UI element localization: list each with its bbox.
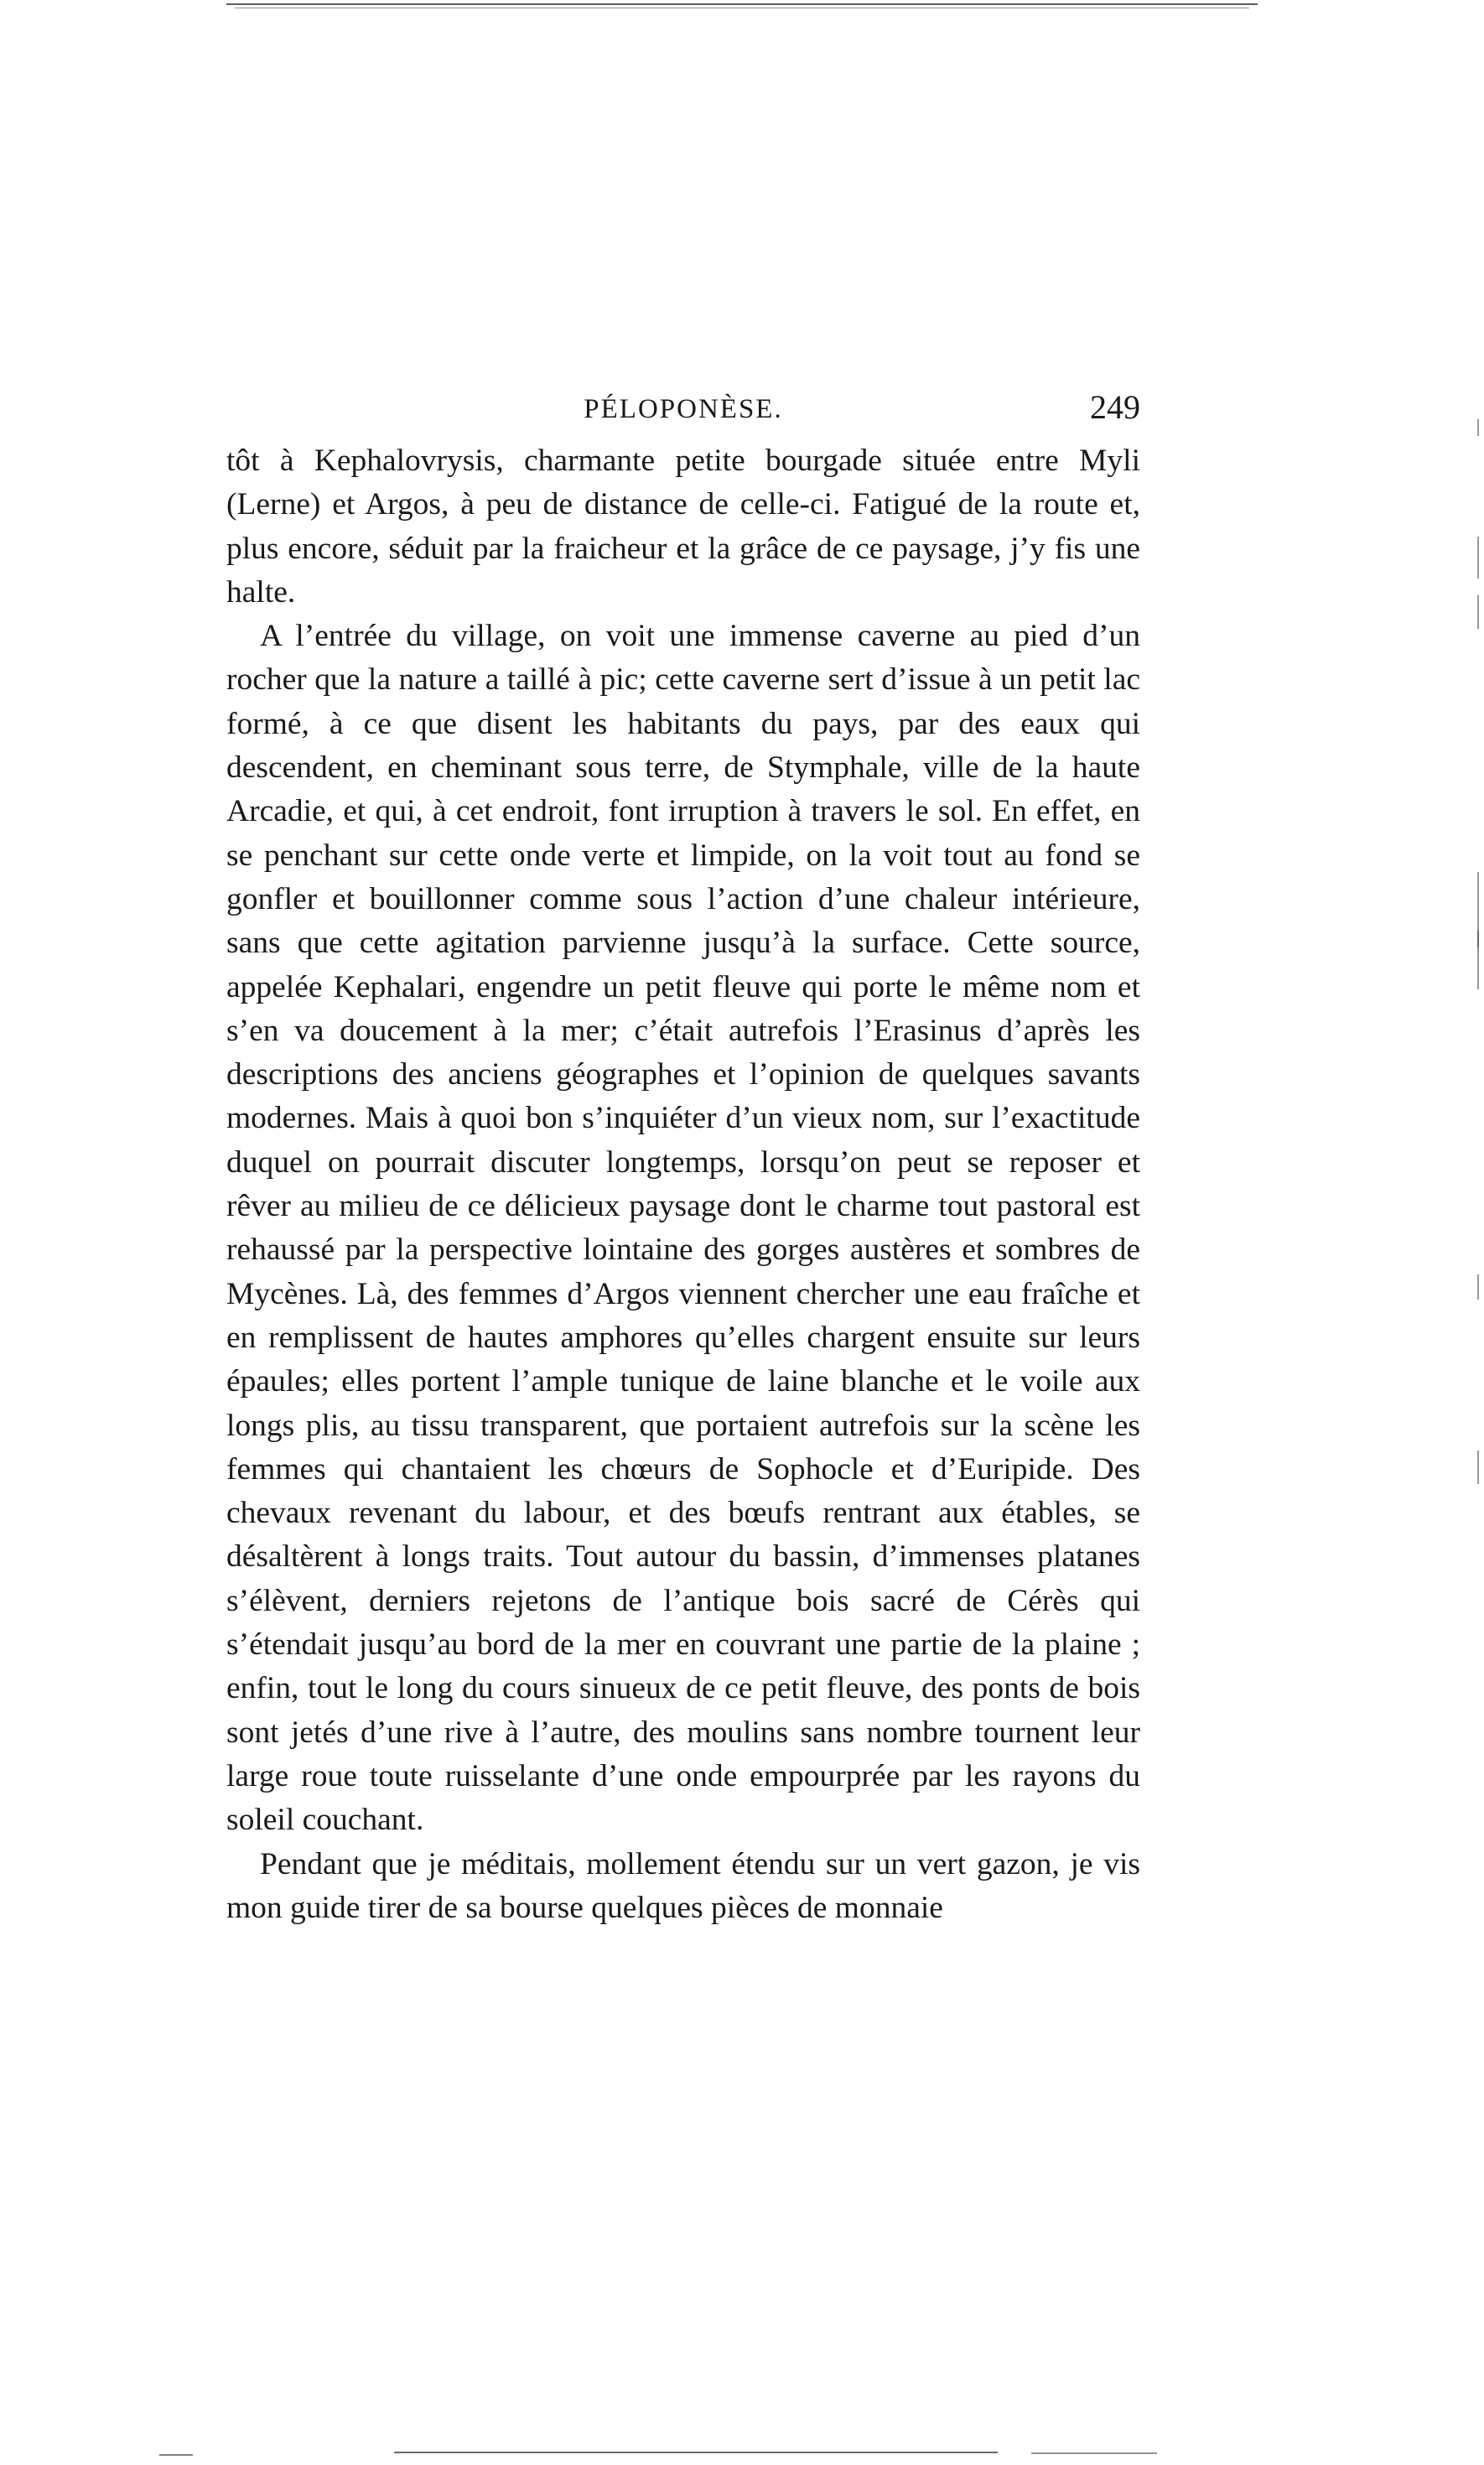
scan-margin-mark	[1477, 931, 1479, 989]
scan-margin-mark	[1477, 419, 1479, 436]
scan-margin-mark	[1477, 537, 1479, 579]
scan-edge-mark-bottom-right	[1031, 2452, 1157, 2454]
scan-margin-mark	[1477, 1450, 1479, 1484]
scan-margin-mark	[1477, 595, 1479, 629]
page-number: 249	[1090, 388, 1140, 426]
scan-edge-line-bottom	[394, 2452, 998, 2453]
running-title: PÉLOPONÈSE.	[584, 394, 783, 424]
body-text	[226, 439, 1140, 1930]
paragraph: Pendant que je méditais, mollement étendu sur un vert gazon, je vis mon guide tirer de sa bourse quelques pièces de monnaie	[226, 1846, 1140, 1925]
paragraph: A l’entrée du village, on voit une immense caverne au pied d’un rocher que la nature a taillé à pic; cette caverne sert d’issue à un petit lac formé, à ce que disent les habitants du pays, par des eaux qui descendent, en cheminant sous terre, de Stymphale, ville de la haute Arcadie, et qui, à cet endroit, font irruption à travers le sol. En effet, en se penchant sur cette onde verte et limpide, on la voit tout au fond se gonfler et bouillonner comme sous l’action d’une chaleur intérieure, sans que cette agitation parvienne jusqu’à la surface. Cette source, appelée Kephalari, engendre un petit fleuve qui porte le même nom et s’en va doucement à la mer; c’était autrefois l’Erasinus d’après les descriptions des anciens géographes et l’opinion de quelques savants modernes. Mais à quoi bon s’inquiéter d’un vieux nom, sur l’exactitude duquel on pourrait discuter longtemps, lorsqu’on peut se reposer et rêver au milieu de ce délicieux paysage dont le charme tout pastoral est rehaussé par la perspective lointaine des gorges austères et sombres de Mycènes. Là, des femmes d’Argos viennent chercher une eau fraîche et en remplissent de hautes amphores qu’elles chargent ensuite sur leurs épaules; elles portent l’ample tunique de laine blanche et le voile aux longs plis, au tissu transparent, que portaient autrefois sur la scène les femmes qui chantaient les chœurs de Sophocle et d’Euripide. Des chevaux revenant du labour, et des bœufs rentrant aux étables, se désaltèrent à longs traits. Tout autour du bassin, d’immenses platanes s’élèvent, derniers rejetons de l’antique bois sacré de Cérès qui s’étendait jusqu’au bord de la mer en couvrant une partie de la plaine ; enfin, tout le long du cours sinueux de ce petit fleuve, des ponts de bois sont jetés d’une rive à l’autre, des moulins sans nombre tournent leur large roue toute ruisselante d’une onde empourprée par les rayons du soleil couchant.	[226, 619, 1140, 1838]
scan-edge-mark-bottom-left	[159, 2454, 193, 2456]
paragraph: tôt à Kephalovrysis, charmante petite bourgade située entre Myli (Lerne) et Argos, à peu de distance de celle-ci. Fatigué de la route et, plus encore, séduit par la fraicheur et la grâce de ce paysage, j’y fis une halte.	[226, 444, 1140, 610]
running-header	[226, 387, 1140, 438]
scan-margin-mark	[1477, 1274, 1479, 1300]
scan-edge-line-top	[226, 3, 1258, 5]
